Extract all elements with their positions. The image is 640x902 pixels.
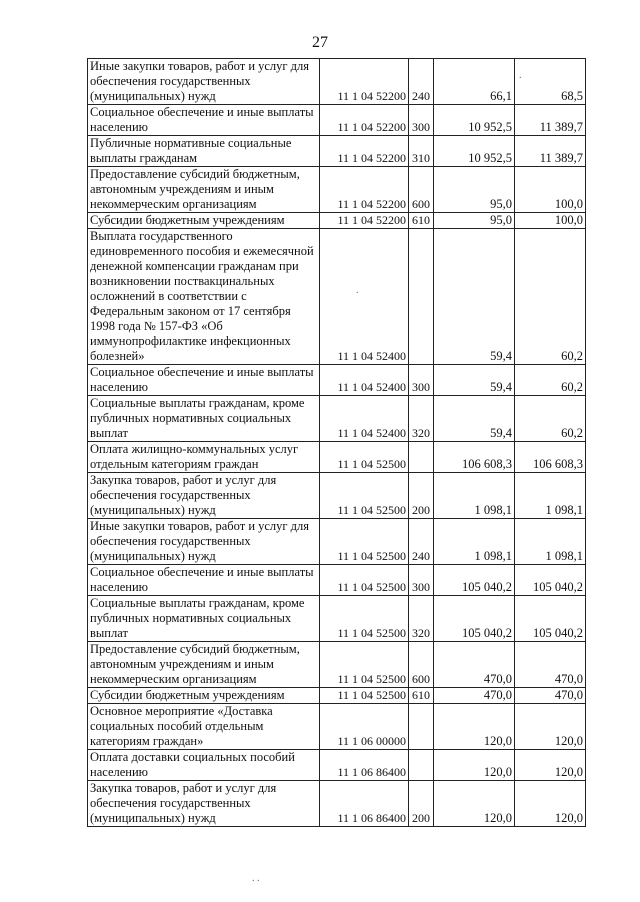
- row-name-line: отдельным категориям граждан: [90, 457, 259, 471]
- row-name: [88, 167, 320, 213]
- row-name: [88, 396, 320, 442]
- row-name-line: Социальное обеспечение и иные выплаты: [90, 565, 314, 579]
- row-name-line: Социальные выплаты гражданам, кроме: [90, 396, 305, 410]
- row-name-line: Предоставление субсидий бюджетным,: [90, 642, 300, 656]
- row-expense-type: 200: [409, 473, 434, 519]
- row-name: [88, 704, 320, 750]
- row-name-line: (муниципальных) нужд: [90, 549, 216, 563]
- row-expense-type: [409, 229, 434, 365]
- row-expense-type: 320: [409, 396, 434, 442]
- table-row: [88, 596, 586, 642]
- page-number: 27: [312, 34, 328, 51]
- table-row: [88, 565, 586, 596]
- row-value-1: 95,0: [434, 167, 515, 213]
- row-expense-type: [409, 704, 434, 750]
- table-row: [88, 442, 586, 473]
- row-value-2: 120,0: [515, 750, 586, 781]
- row-name: [88, 105, 320, 136]
- row-name-line: Субсидии бюджетным учреждениям: [90, 213, 285, 227]
- row-value-1: 105 040,2: [434, 596, 515, 642]
- row-code: 11 1 04 52400: [320, 396, 409, 442]
- row-value-2: 60,2: [515, 365, 586, 396]
- row-code: 11 1 04 52500: [320, 596, 409, 642]
- row-name: [88, 688, 320, 704]
- row-value-1: 106 608,3: [434, 442, 515, 473]
- table-row: [88, 642, 586, 688]
- row-name-line: Оплата доставки социальных пособий: [90, 750, 295, 764]
- row-expense-type: 200: [409, 781, 434, 827]
- row-expense-type: 600: [409, 642, 434, 688]
- row-name-line: Федеральным законом от 17 сентября: [90, 304, 291, 318]
- row-code: 11 1 04 52200: [320, 136, 409, 167]
- budget-table-body: [88, 59, 586, 827]
- row-value-1: 59,4: [434, 365, 515, 396]
- row-value-1: 59,4: [434, 396, 515, 442]
- scan-speck: .: [356, 285, 359, 296]
- row-expense-type: 300: [409, 365, 434, 396]
- row-expense-type: 300: [409, 565, 434, 596]
- row-value-2: 11 389,7: [515, 105, 586, 136]
- row-name-line: населению: [90, 580, 148, 594]
- row-name-line: Иные закупки товаров, работ и услуг для: [90, 59, 310, 73]
- table-row: [88, 750, 586, 781]
- row-expense-type: 240: [409, 59, 434, 105]
- row-value-2: 470,0: [515, 642, 586, 688]
- row-name: [88, 565, 320, 596]
- row-value-1: 10 952,5: [434, 105, 515, 136]
- budget-table: [87, 58, 586, 827]
- row-expense-type: 320: [409, 596, 434, 642]
- row-value-1: 120,0: [434, 704, 515, 750]
- row-code: 11 1 04 52400: [320, 229, 409, 365]
- row-value-1: 1 098,1: [434, 473, 515, 519]
- row-code: 11 1 06 00000: [320, 704, 409, 750]
- table-row: [88, 519, 586, 565]
- row-code: 11 1 04 52400: [320, 365, 409, 396]
- row-code: 11 1 04 52200: [320, 167, 409, 213]
- row-name: [88, 519, 320, 565]
- row-value-1: 120,0: [434, 781, 515, 827]
- row-code: 11 1 04 52500: [320, 642, 409, 688]
- row-name-line: некоммерческим организациям: [90, 197, 257, 211]
- row-name-line: Субсидии бюджетным учреждениям: [90, 688, 285, 702]
- row-name-line: (муниципальных) нужд: [90, 89, 216, 103]
- row-code: 11 1 04 52500: [320, 442, 409, 473]
- row-code: 11 1 04 52500: [320, 688, 409, 704]
- row-value-1: 1 098,1: [434, 519, 515, 565]
- row-expense-type: 300: [409, 105, 434, 136]
- row-code: 11 1 04 52500: [320, 473, 409, 519]
- row-expense-type: 310: [409, 136, 434, 167]
- row-name-line: населению: [90, 120, 148, 134]
- row-value-2: 1 098,1: [515, 519, 586, 565]
- row-name-line: обеспечения государственных: [90, 796, 251, 810]
- row-name-line: Основное мероприятие «Доставка: [90, 704, 273, 718]
- table-row: [88, 167, 586, 213]
- row-value-2: 105 040,2: [515, 596, 586, 642]
- row-name: [88, 365, 320, 396]
- row-name: [88, 473, 320, 519]
- row-code: 11 1 06 86400: [320, 750, 409, 781]
- row-code: 11 1 04 52200: [320, 213, 409, 229]
- row-value-1: 66,1: [434, 59, 515, 105]
- row-value-1: 59,4: [434, 229, 515, 365]
- row-code: 11 1 04 52500: [320, 565, 409, 596]
- row-name-line: денежной компенсации гражданам при: [90, 259, 299, 273]
- row-name-line: Социальное обеспечение и иные выплаты: [90, 365, 314, 379]
- row-name: [88, 213, 320, 229]
- table-row: [88, 136, 586, 167]
- row-value-2: 120,0: [515, 781, 586, 827]
- row-name-line: населению: [90, 765, 148, 779]
- row-name-line: Закупка товаров, работ и услуг для: [90, 781, 277, 795]
- row-expense-type: 240: [409, 519, 434, 565]
- row-name: [88, 136, 320, 167]
- row-name-line: (муниципальных) нужд: [90, 503, 216, 517]
- row-expense-type: [409, 750, 434, 781]
- row-name: [88, 750, 320, 781]
- row-name-line: иммунопрофилактике инфекционных: [90, 334, 291, 348]
- table-row: [88, 781, 586, 827]
- row-code: 11 1 04 52200: [320, 105, 409, 136]
- row-name-line: категориям граждан»: [90, 734, 204, 748]
- table-row: [88, 59, 586, 105]
- row-name-line: публичных нормативных социальных: [90, 411, 292, 425]
- scan-speck: . .: [252, 873, 260, 884]
- row-name-line: (муниципальных) нужд: [90, 811, 216, 825]
- row-expense-type: 600: [409, 167, 434, 213]
- row-value-1: 95,0: [434, 213, 515, 229]
- row-value-1: 470,0: [434, 642, 515, 688]
- row-name-line: обеспечения государственных: [90, 534, 251, 548]
- row-value-2: 1 098,1: [515, 473, 586, 519]
- row-name-line: возникновении поствакцинальных: [90, 274, 275, 288]
- row-name: [88, 229, 320, 365]
- row-value-2: 120,0: [515, 704, 586, 750]
- row-name-line: Иные закупки товаров, работ и услуг для: [90, 519, 310, 533]
- row-code: 11 1 04 52500: [320, 519, 409, 565]
- row-name: [88, 781, 320, 827]
- row-name-line: болезней»: [90, 349, 145, 363]
- row-name-line: Социальные выплаты гражданам, кроме: [90, 596, 305, 610]
- row-name-line: Публичные нормативные социальные: [90, 136, 292, 150]
- row-value-2: 11 389,7: [515, 136, 586, 167]
- row-value-2: 100,0: [515, 213, 586, 229]
- row-name-line: 1998 года № 157-ФЗ «Об: [90, 319, 223, 333]
- table-row: [88, 213, 586, 229]
- row-value-1: 10 952,5: [434, 136, 515, 167]
- row-name: [88, 596, 320, 642]
- row-name-line: Социальное обеспечение и иные выплаты: [90, 105, 314, 119]
- row-name-line: единовременного пособия и ежемесячной: [90, 244, 314, 258]
- row-name-line: Закупка товаров, работ и услуг для: [90, 473, 277, 487]
- row-name: [88, 59, 320, 105]
- row-name-line: обеспечения государственных: [90, 74, 251, 88]
- row-value-2: 100,0: [515, 167, 586, 213]
- row-name-line: выплат: [90, 426, 128, 440]
- row-name-line: Выплата государственного: [90, 229, 233, 243]
- row-name-line: социальных пособий отдельным: [90, 719, 264, 733]
- row-name-line: автономным учреждениям и иным: [90, 657, 274, 671]
- row-name-line: Оплата жилищно-коммунальных услуг: [90, 442, 299, 456]
- row-name-line: обеспечения государственных: [90, 488, 251, 502]
- row-name: [88, 642, 320, 688]
- row-name-line: населению: [90, 380, 148, 394]
- row-name-line: выплаты гражданам: [90, 151, 198, 165]
- row-value-1: 120,0: [434, 750, 515, 781]
- row-name: [88, 442, 320, 473]
- row-expense-type: 610: [409, 688, 434, 704]
- row-value-1: 470,0: [434, 688, 515, 704]
- row-value-2: 60,2: [515, 229, 586, 365]
- row-value-2: 68,5: [515, 59, 586, 105]
- row-code: 11 1 04 52200: [320, 59, 409, 105]
- row-expense-type: 610: [409, 213, 434, 229]
- row-name-line: некоммерческим организациям: [90, 672, 257, 686]
- scan-speck: .: [519, 70, 522, 81]
- table-row: [88, 473, 586, 519]
- table-row: [88, 105, 586, 136]
- row-name-line: автономным учреждениям и иным: [90, 182, 274, 196]
- row-name-line: осложнений в соответствии с: [90, 289, 247, 303]
- row-name-line: выплат: [90, 626, 128, 640]
- row-value-2: 60,2: [515, 396, 586, 442]
- table-row: [88, 704, 586, 750]
- row-code: 11 1 06 86400: [320, 781, 409, 827]
- table-row: [88, 229, 586, 365]
- row-value-1: 105 040,2: [434, 565, 515, 596]
- row-value-2: 105 040,2: [515, 565, 586, 596]
- row-name-line: публичных нормативных социальных: [90, 611, 292, 625]
- table-row: [88, 365, 586, 396]
- row-name-line: Предоставление субсидий бюджетным,: [90, 167, 300, 181]
- table-row: [88, 688, 586, 704]
- row-value-2: 106 608,3: [515, 442, 586, 473]
- row-value-2: 470,0: [515, 688, 586, 704]
- table-row: [88, 396, 586, 442]
- row-expense-type: [409, 442, 434, 473]
